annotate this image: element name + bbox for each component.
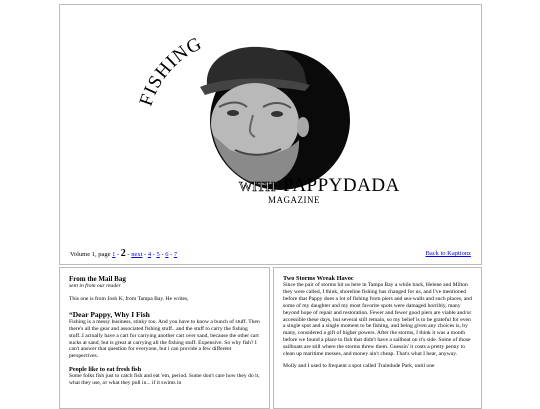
page-link-4[interactable]: 4 <box>147 251 152 258</box>
page-link-7[interactable]: 7 <box>173 251 178 258</box>
page-current-2: 2 <box>120 248 126 259</box>
page-link-5[interactable]: 5 <box>156 251 160 258</box>
page-navigation: Volume 1, page 1 - 2 - next - 4 - 5 - 6 - 7 <box>70 248 178 259</box>
letter-heading: “Dear Pappy, Why I Fish <box>69 309 150 319</box>
back-to-kaptionz-link[interactable]: Back to Kaptionz <box>425 250 471 257</box>
page-link-next[interactable]: next <box>131 251 143 258</box>
page-link-1[interactable]: 1 <box>112 251 116 258</box>
letter-body: Fishing is a messy business, stinky too. And you have to know a bunch of stuff. Then there's all the gear and associated fishing stuff.. and the stuff to carry the fishing stuff..I actually have a cart for carrying another cart over sand, because the other cart sucks at sand, but is great at carrying all the fishing stuff. Expensive. So why fish? I can't answer that question for everyone, but i can provide a few different perspectives. <box>69 318 260 360</box>
article-body-2: Molly and I used to frequent a spot called Traindude Park, until one <box>283 362 435 369</box>
right-article-panel[interactable] <box>273 267 482 409</box>
left-article-panel[interactable] <box>59 267 270 409</box>
article-title: Two Storms Wreak Havoc <box>283 275 354 282</box>
magazine-logo <box>135 15 415 215</box>
logo-word-fishing: FISHING <box>135 33 206 109</box>
article-title: From the Mail Bag <box>69 275 126 283</box>
article-intro: This one is from Josh K, from Tampa Bay. He writes, <box>69 295 189 302</box>
article-body-1: Since the pair of storms hit us here in Tampa Bay a while back, Helene and Milton they were called, I think, shoreline fishing has changed for us, and I've mentioned before that Pappy does a lot of fishing from piers and sea-walls and such places, and some of my daughter and my most favorite spots were damaged horribly, many beyond hope of repair and restoration. Fewer and fewer good piers are viable and/or accessible these days, but several still remain, so my belief is to be grateful for even a single spot and a single moment to be fishing, and being given any choices is, by many, considered a gift of higher powers. After the storms, I think it was a month before we found a place to fish that didn't have a sailboat on it's side. Some of those sailboats are still where the storms threw them. Guessin' it costs a pretty penny to clean up maritime messes, and money ain't cheap. That's what I hear, anyway. <box>283 282 472 358</box>
section-heading: People like to eat fresh fish <box>69 366 142 374</box>
logo-word-magazine: MAGAZINE <box>268 195 320 205</box>
article-subtitle: sent in from our reader <box>69 283 121 289</box>
logo-word-name: PAPPYDADA <box>283 175 400 196</box>
logo-word-with: WITH <box>239 180 276 195</box>
portrait-photo <box>200 47 310 185</box>
section-body: Some folks fish just to catch fish and eat 'em, period. Some don't care how they do it, what they use, or what they pull in... if it swims in <box>69 373 260 387</box>
volume-label: Volume 1, page <box>70 251 111 258</box>
header-panel <box>59 4 482 265</box>
page-link-6[interactable]: 6 <box>165 251 169 258</box>
